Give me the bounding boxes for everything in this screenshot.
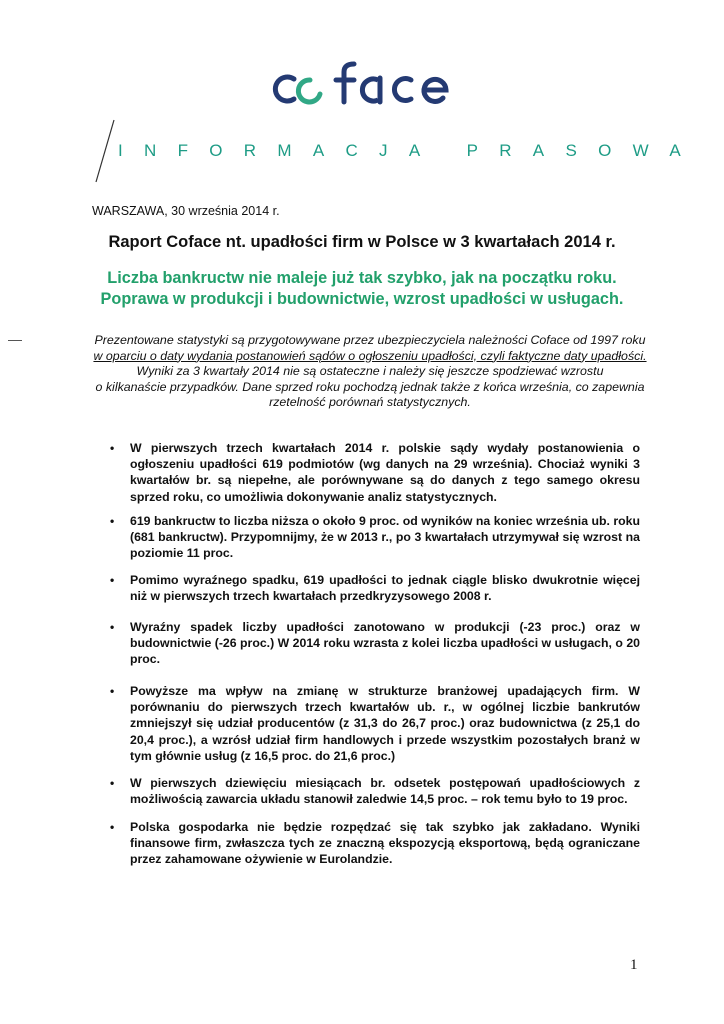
note-line-2: w oparciu o daty wydania postanowień sądów o ogłoszeniu upadłości, czyli faktyczne daty upadłości. (93, 348, 647, 363)
list-item-text: Powyższe ma wpływ na zmianę w strukturze branżowej upadających firm. W porównaniu do pierwszych trzech kwartałów ub. r., w ogólnej liczbie bankrutów zmniejszył się udział producentów (z 31,3 do 26,7 proc.) oraz budownictwa (z 25,1 do 20,4 proc.), a wzrósł udział firm handlowych i przede wszystkim pozostałych branż w tym głównie usług (z 16,5 proc. do 21,6 proc.) (130, 684, 640, 763)
bullet-marker: • (110, 776, 115, 790)
list-item-text: Polska gospodarka nie będzie rozpędzać się tak szybko jak zakładano. Wyniki finansowe firm, zwłaszcza tych ze znaczną ekspozycją eksportową, będą ograniczane przez zahamowane ożywienie w Eurolandzie. (130, 820, 640, 867)
subtitle-line-2: Poprawa w produkcji i budownictwie, wzrost upadłości w usługach. (100, 290, 624, 308)
subtitle-line-1: Liczba bankructw nie maleje już tak szybko, jak na początku roku. (107, 269, 617, 287)
bullet-marker: • (110, 441, 115, 455)
bullet-marker: • (110, 514, 115, 528)
page-number: 1 (630, 957, 638, 973)
list-item-text: W pierwszych trzech kwartałach 2014 r. polskie sądy wydały postanowienia o ogłoszeniu upadłości 619 podmiotów (wg danych na 29 września). Chociaż wyniki 3 kwartałów br. są niepełne, ale porównywane są do danych z tego samego okresu sprzed roku, co umożliwia dokonywanie analiz statystycznych. (130, 441, 640, 504)
list-item (110, 572, 640, 604)
list-item-text: Wyraźny spadek liczby upadłości zanotowano w produkcji (-23 proc.) oraz w budownictwie (-26 proc.) W 2014 roku wzrasta z kolei liczba upadłości w usługach, o 20 proc. (130, 620, 640, 667)
subtitle (0, 268, 724, 310)
list-item-text: 619 bankructw to liczba niższa o około 9 proc. od wyników na koniec września ub. roku (681 bankructw). Przypomnijmy, że w 2013 r., po 3 kwartałach utrzymywał się wzrost na poziomie 11 proc. (130, 514, 640, 561)
note-line-4: o kilkanaście przypadków. Dane sprzed roku pochodzą jednak także z końca września, co zapewnia (95, 379, 645, 394)
list-item-text: W pierwszych dziewięciu miesiącach br. odsetek postępowań upadłościowych z możliwością zawarcia układu stanowił zaledwie 14,5 proc. – rok temu było to 19 proc. (130, 776, 640, 807)
list-item (110, 683, 640, 764)
bullet-marker: • (110, 573, 115, 587)
list-item (110, 513, 640, 562)
bullet-marker: • (110, 684, 115, 698)
bullet-marker: • (110, 620, 115, 634)
methodology-note (60, 333, 680, 411)
margin-mark (8, 340, 22, 341)
press-slash-divider (92, 118, 118, 184)
bullet-marker: • (110, 820, 115, 834)
list-item (110, 819, 640, 868)
press-release-label: INFORMACJA PRASOWA (118, 141, 702, 160)
list-item (110, 775, 640, 807)
list-item (110, 440, 640, 505)
dateline: WARSZAWA, 30 września 2014 r. (92, 204, 280, 218)
note-line-1: Prezentowane statystyki są przygotowywane przez ubezpieczyciela należności Coface od 1997 roku (94, 333, 646, 347)
page-title: Raport Coface nt. upadłości firm w Polsce w 3 kwartałach 2014 r. (108, 233, 616, 251)
coface-logo-graphic (268, 56, 458, 116)
note-line-5: rzetelność porównań statystycznych. (269, 395, 471, 409)
coface-logo (268, 56, 458, 116)
list-item-text: Pomimo wyraźnego spadku, 619 upadłości to jednak ciągle blisko dwukrotnie więcej niż w pierwszych trzech kwartałach przedkryzysowego 2008 r. (130, 573, 640, 604)
list-item (110, 619, 640, 668)
note-line-3: Wyniki za 3 kwartały 2014 nie są ostateczne i należy się jeszcze spodziewać wzrostu (136, 364, 604, 378)
